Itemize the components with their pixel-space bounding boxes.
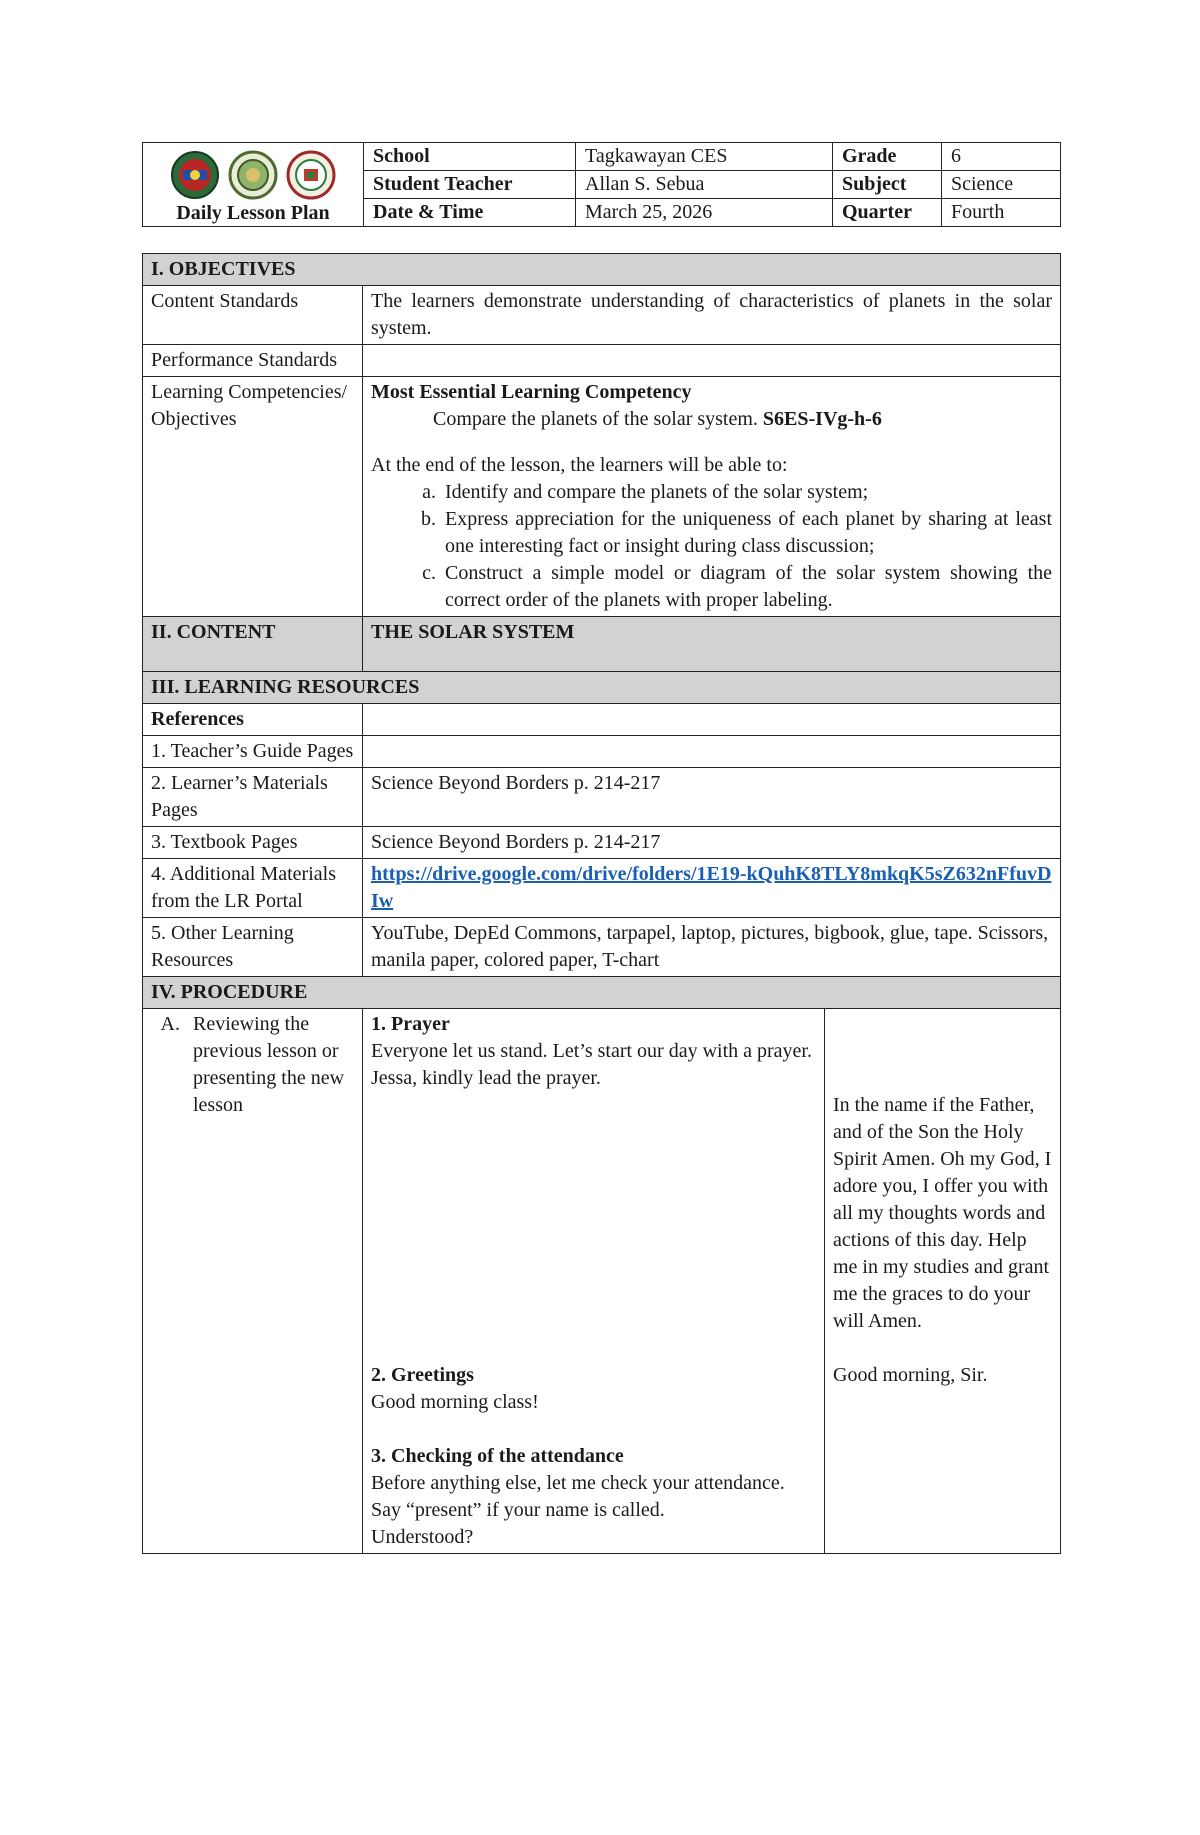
melc-text: Compare the planets of the solar system. [433, 408, 758, 430]
performance-standards-label: Performance Standards [143, 345, 363, 377]
lesson-plan-header [142, 142, 1061, 227]
school-value: Tagkawayan CES [576, 143, 833, 171]
date-label: Date & Time [364, 199, 576, 227]
objective-item: a. Identify and compare the planets of the solar system; [441, 479, 1052, 506]
resources-section-header [143, 672, 1061, 704]
learner-activity-cell [825, 1009, 1061, 1554]
resource-row [143, 768, 1061, 827]
melc-code: S6ES-IVg-h-6 [762, 408, 882, 430]
performance-standards-row [143, 345, 1061, 377]
greetings-response: Good morning, Sir. [833, 1364, 988, 1386]
prayer-title: 1. Prayer [371, 1013, 450, 1035]
procedure-heading: IV. PROCEDURE [143, 977, 1061, 1009]
resource-value: Science Beyond Borders p. 214-217 [363, 827, 1061, 859]
competencies-row [143, 377, 1061, 617]
references-row [143, 704, 1061, 736]
greetings-text: Good morning class! [371, 1391, 539, 1413]
references-label: References [143, 704, 363, 736]
teacher-label: Student Teacher [364, 171, 576, 199]
procedure-section-header [143, 977, 1061, 1009]
resource-value [363, 736, 1061, 768]
objective-item: c. Construct a simple model or diagram of the solar system showing the correct order of the planets with proper labeling. [441, 560, 1052, 614]
subject-value: Science [942, 171, 1061, 199]
grade-label: Grade [833, 143, 942, 171]
resource-value: Science Beyond Borders p. 214-217 [363, 768, 1061, 827]
objectives-section-header [143, 254, 1061, 286]
lr-portal-link[interactable]: https://drive.google.com/drive/folders/1E19-kQuhK8TLY8mkqK5sZ632nFfuvDIw [371, 863, 1052, 912]
attendance-title: 3. Checking of the attendance [371, 1445, 624, 1467]
school-label: School [364, 143, 576, 171]
greetings-title: 2. Greetings [371, 1364, 474, 1386]
prayer-text: Everyone let us stand. Let’s start our day with a prayer. [371, 1040, 812, 1062]
resource-label: 1. Teacher’s Guide Pages [143, 736, 363, 768]
objective-item: b. Express appreciation for the uniqueness of each planet by sharing at least one interesting fact or insight during class discussion; [441, 506, 1052, 560]
procedure-step-a: A. Reviewing the previous lesson or presenting the new lesson [185, 1011, 354, 1119]
teacher-activity-cell [363, 1009, 825, 1554]
objectives-intro: At the end of the lesson, the learners will be able to: [371, 454, 788, 476]
additional-materials-row [143, 859, 1061, 918]
procedure-step-cell [143, 1009, 363, 1554]
school-seal-icon [285, 150, 337, 200]
content-standards-label: Content Standards [143, 286, 363, 345]
grade-value: 6 [942, 143, 1061, 171]
attendance-question: Understood? [371, 1526, 474, 1548]
performance-standards-value [363, 345, 1061, 377]
quarter-label: Quarter [833, 199, 942, 227]
objectives-heading: I. OBJECTIVES [143, 254, 1061, 286]
resource-row [143, 736, 1061, 768]
division-seal-icon [227, 150, 279, 200]
quarter-value: Fourth [942, 199, 1061, 227]
procedure-row [143, 1009, 1061, 1554]
attendance-text: Before anything else, let me check your attendance. [371, 1472, 785, 1494]
content-standards-value: The learners demonstrate understanding of characteristics of planets in the solar system. [363, 286, 1061, 345]
school-logos [143, 150, 363, 200]
melc-heading: Most Essential Learning Competency [371, 381, 692, 403]
competencies-label: Learning Competencies/ Objectives [143, 377, 363, 617]
objectives-list [371, 479, 1052, 614]
teacher-value: Allan S. Sebua [576, 171, 833, 199]
resources-heading: III. LEARNING RESOURCES [143, 672, 1061, 704]
other-resources-value: YouTube, DepEd Commons, tarpapel, laptop, pictures, bigbook, glue, tape. Scissors, manila paper, colored paper, T-chart [363, 918, 1061, 977]
procedure-steps [151, 1011, 354, 1119]
date-value: March 25, 2026 [576, 199, 833, 227]
lesson-plan-body [142, 253, 1061, 1554]
header-logo-cell [143, 143, 364, 227]
attendance-instruction: Say “present” if your name is called. [371, 1499, 665, 1521]
other-resources-row [143, 918, 1061, 977]
content-standards-row [143, 286, 1061, 345]
other-resources-label: 5. Other Learning Resources [143, 918, 363, 977]
melc-line [371, 406, 1052, 433]
prayer-lead: Jessa, kindly lead the prayer. [371, 1067, 601, 1089]
content-topic: THE SOLAR SYSTEM [363, 617, 1061, 672]
deped-seal-icon [169, 150, 221, 200]
resource-label: 2. Learner’s Materials Pages [143, 768, 363, 827]
competencies-value [363, 377, 1061, 617]
additional-materials-label: 4. Additional Materials from the LR Portal [143, 859, 363, 918]
subject-label: Subject [833, 171, 942, 199]
resource-label: 3. Textbook Pages [143, 827, 363, 859]
content-heading: II. CONTENT [143, 617, 363, 672]
document-title: Daily Lesson Plan [176, 202, 330, 224]
resource-row [143, 827, 1061, 859]
content-section-row [143, 617, 1061, 672]
prayer-response: In the name if the Father, and of the Son the Holy Spirit Amen. Oh my God, I adore you, I offer you with all my thoughts words and actions of this day. Help me in my studies and grant me the graces to do your will Amen. [833, 1094, 1052, 1332]
